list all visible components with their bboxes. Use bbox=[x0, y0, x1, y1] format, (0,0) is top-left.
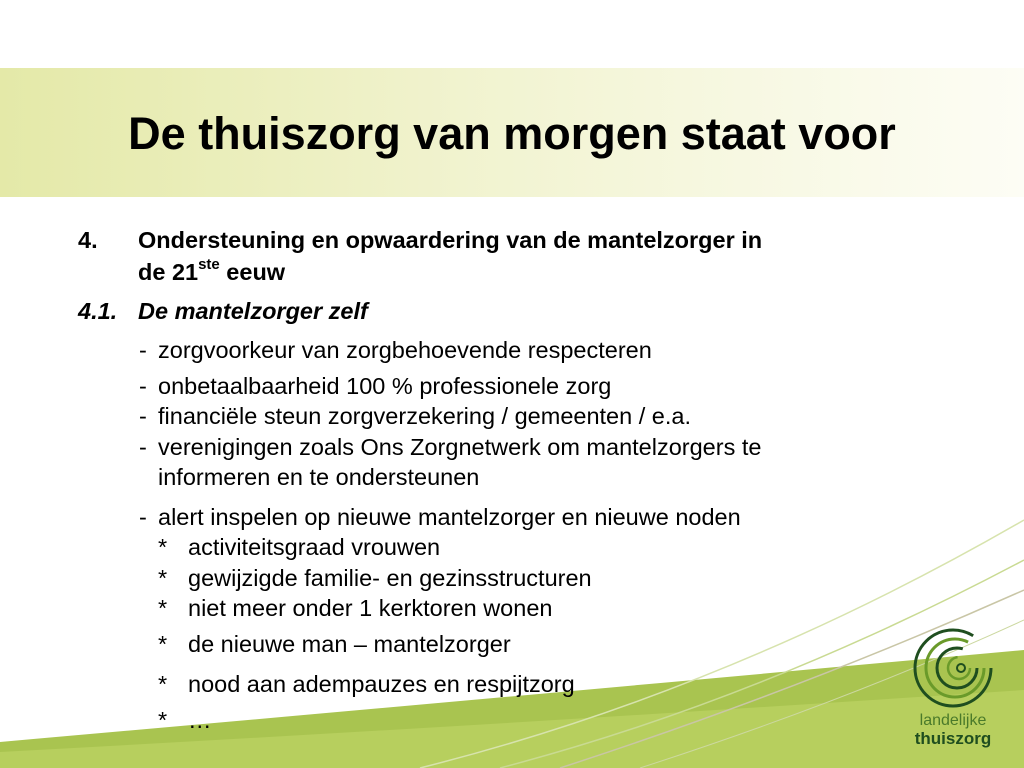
star-marker: * bbox=[158, 707, 168, 733]
logo-text-landelijke: landelijke bbox=[919, 712, 987, 729]
dash-marker: - bbox=[139, 337, 147, 363]
subheading-number: 4.1. bbox=[78, 298, 118, 324]
sub-list-item: niet meer onder 1 kerktoren wonen bbox=[188, 595, 553, 621]
slide-title: De thuiszorg van morgen staat voor bbox=[128, 108, 896, 159]
sub-list-item: de nieuwe man – mantelzorger bbox=[188, 631, 511, 657]
list-item: alert inspelen op nieuwe mantelzorger en nieuwe noden bbox=[158, 504, 741, 530]
landelijke-thuiszorg-logo bbox=[905, 626, 1001, 756]
star-marker: * bbox=[158, 534, 168, 560]
subheading-text: De mantelzorger zelf bbox=[138, 298, 368, 324]
list-item: zorgvoorkeur van zorgbehoevende respecteren bbox=[158, 337, 652, 363]
sub-list-item: … bbox=[188, 707, 212, 733]
list-item: onbetaalbaarheid 100 % professionele zorg bbox=[158, 373, 612, 399]
sub-list-item: nood aan adempauzes en respijtzorg bbox=[188, 671, 575, 697]
star-marker: * bbox=[158, 595, 168, 621]
dash-marker: - bbox=[139, 373, 147, 399]
logo-text-thuiszorg: thuiszorg bbox=[914, 729, 992, 748]
list-item: verenigingen zoals Ons Zorgnetwerk om mantelzorgers te bbox=[158, 434, 762, 460]
sub-list-item: gewijzigde familie- en gezinsstructuren bbox=[188, 565, 592, 591]
dash-marker: - bbox=[139, 504, 147, 530]
star-marker: * bbox=[158, 565, 168, 591]
spiral-logo-icon bbox=[905, 626, 1001, 710]
star-marker: * bbox=[158, 671, 168, 697]
list-item-continued: informeren en te ondersteunen bbox=[158, 464, 480, 490]
heading-number: 4. bbox=[78, 227, 98, 253]
superscript-ste: ste bbox=[198, 256, 220, 274]
heading-line-1: Ondersteuning en opwaardering van de mantelzorger in bbox=[138, 227, 763, 253]
dash-marker: - bbox=[139, 434, 147, 460]
dash-marker: - bbox=[139, 403, 147, 429]
list-item: financiële steun zorgverzekering / gemeenten / e.a. bbox=[158, 403, 691, 429]
heading-line-2: de 21ste eeuw bbox=[138, 256, 286, 285]
star-marker: * bbox=[158, 631, 168, 657]
sub-list-item: activiteitsgraad vrouwen bbox=[188, 534, 441, 560]
